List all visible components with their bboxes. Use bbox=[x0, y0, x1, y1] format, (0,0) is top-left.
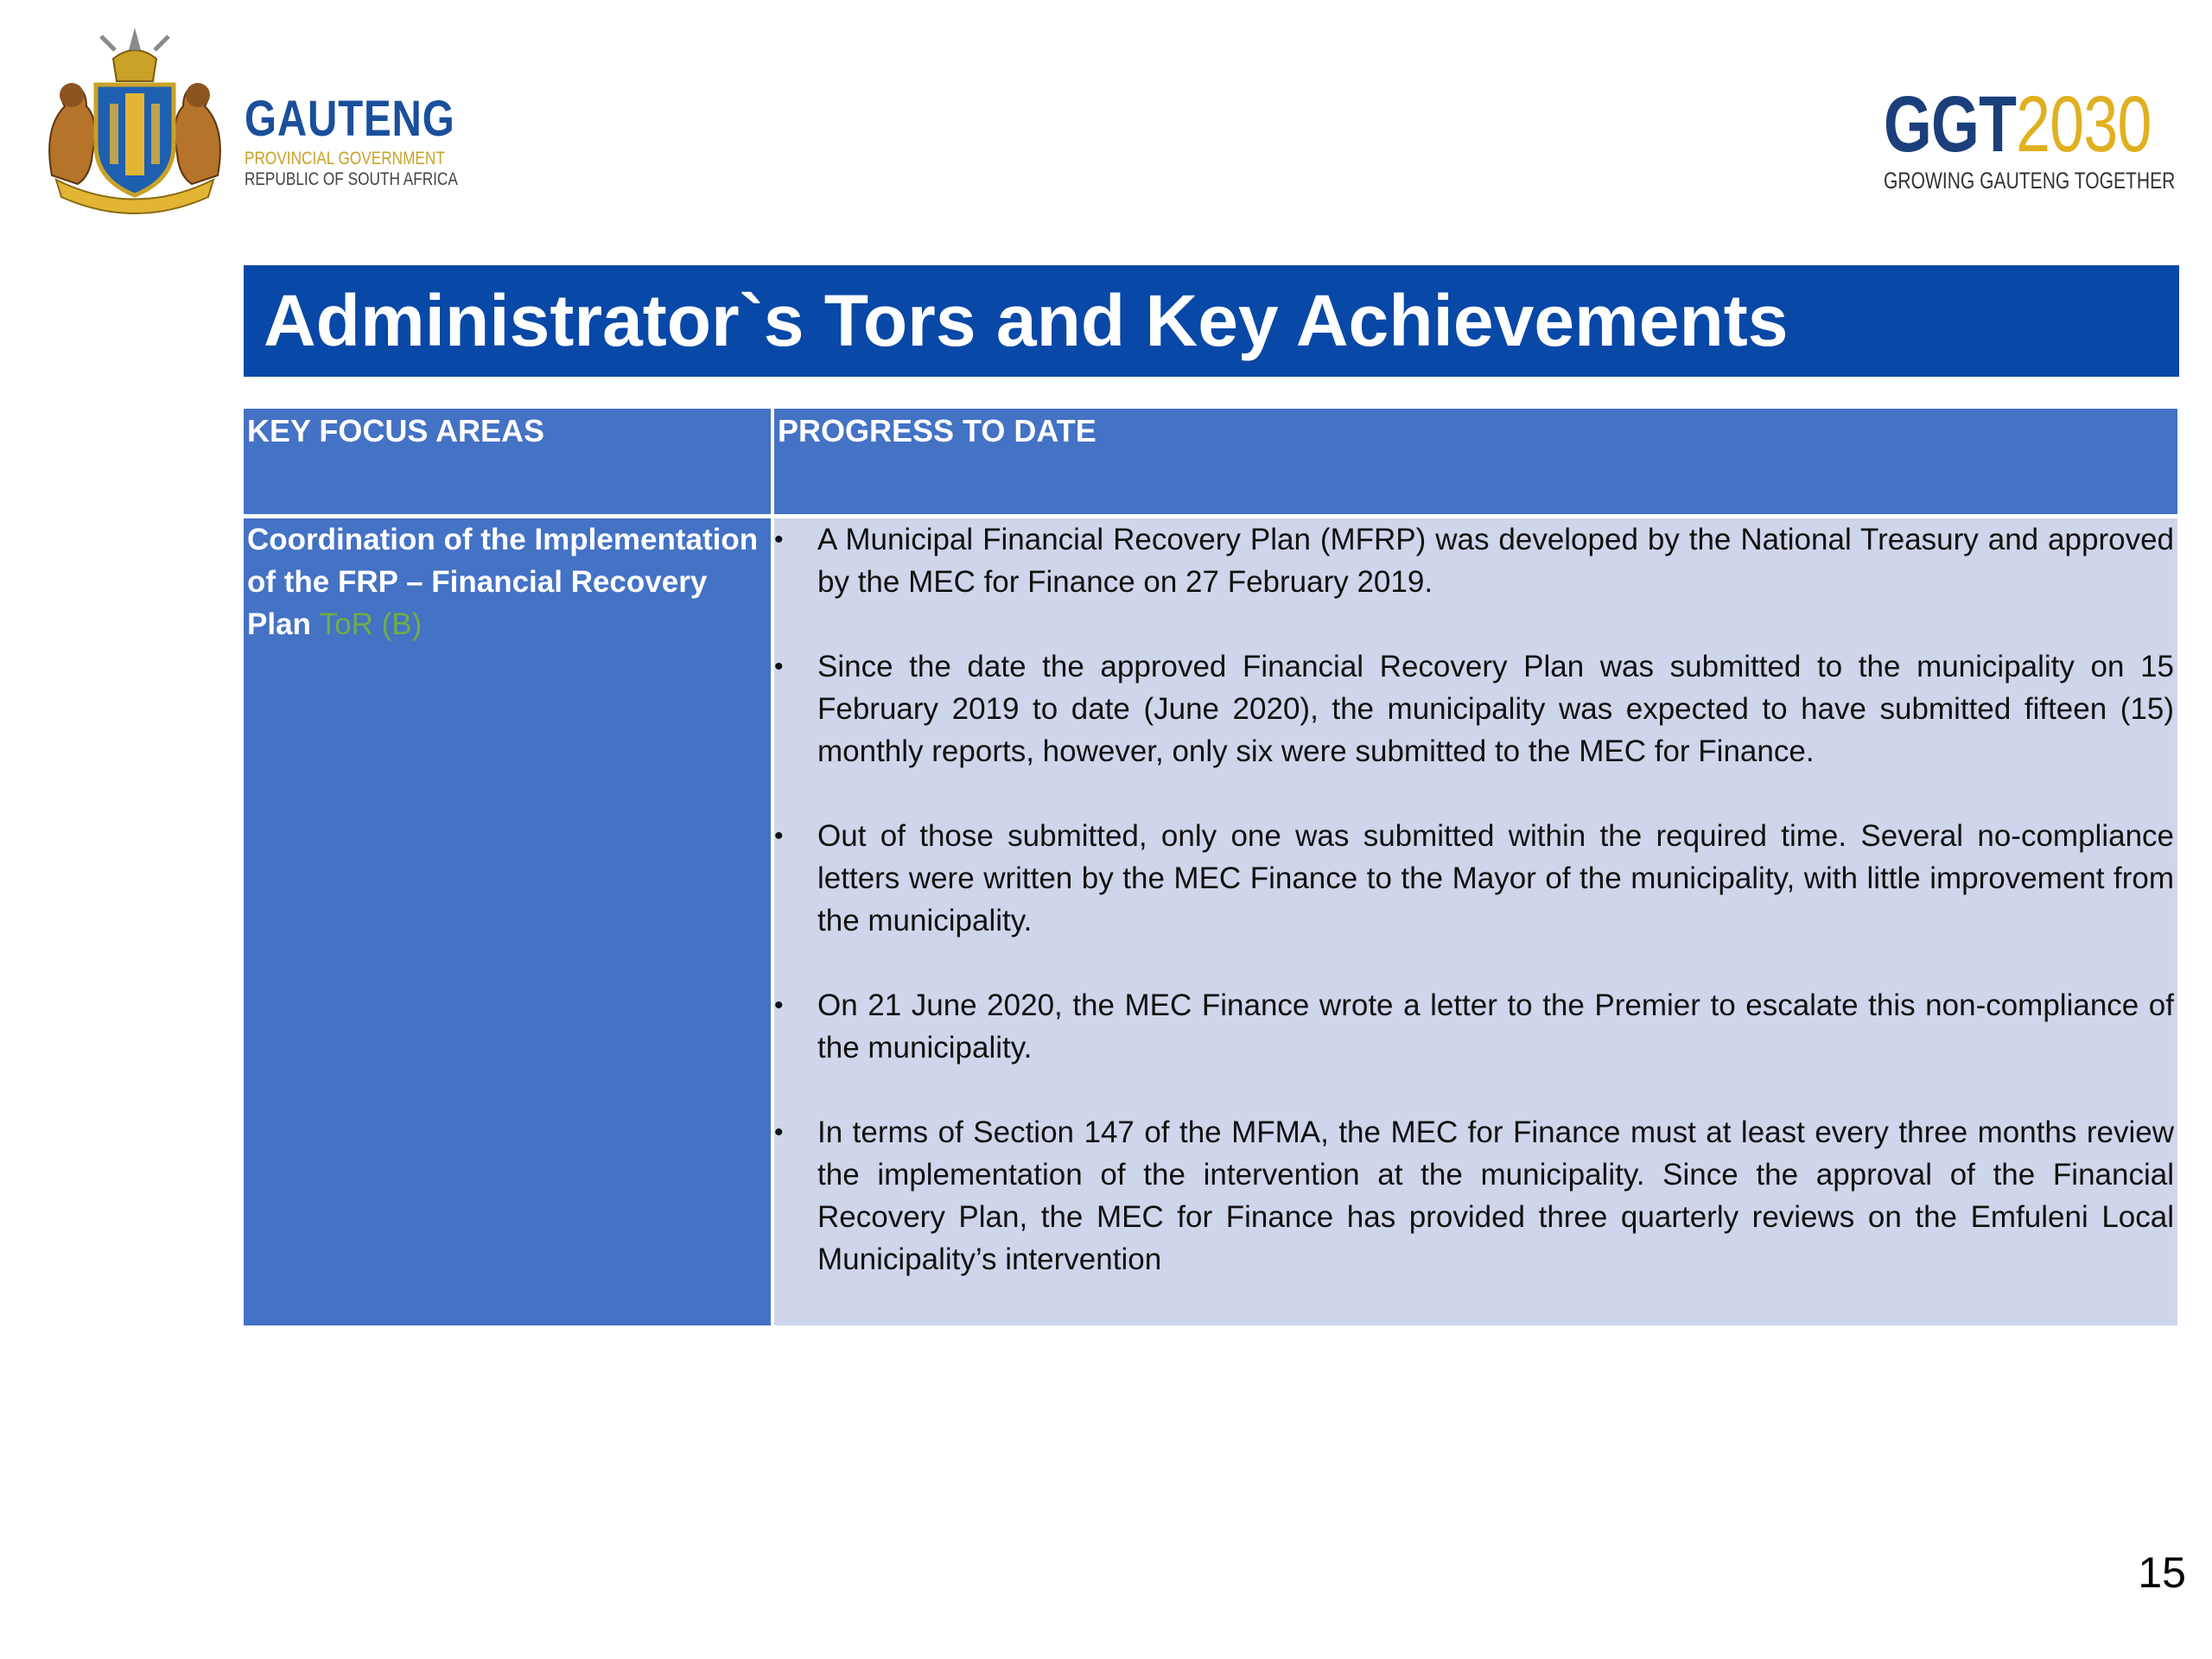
progress-item-text: In terms of Section 147 of the MFMA, the MEC for Finance must at least every three months review the implementation of the intervention at the municipality. Since the approval of the Financial Recovery Plan, the MEC for Finance has provided three quarterly reviews on the Emfuleni Local Municipality’s intervention bbox=[817, 1116, 2174, 1276]
bullet-icon: • bbox=[774, 1118, 784, 1147]
progress-item bbox=[774, 645, 2174, 772]
header-key-focus-areas: KEY FOCUS AREAS bbox=[247, 413, 545, 448]
table-header-progress bbox=[774, 409, 2177, 514]
ggt2030-logo bbox=[1884, 80, 2176, 194]
progress-item-text: Out of those submitted, only one was submitted within the required time. Several no-compliance letters were written by the MEC Finance to the Mayor of the municipality, with little improvement from the municipality. bbox=[817, 819, 2174, 938]
title-banner bbox=[244, 265, 2179, 377]
progress-item-text: Since the date the approved Financial Recovery Plan was submitted to the municipality on 15 February 2019 to date (June 2020), the municipality was expected to have submitted fifteen (15) monthly reports, however, only six were submitted to the MEC for Finance. bbox=[817, 650, 2174, 768]
table-header-key-focus-areas bbox=[244, 409, 771, 514]
gauteng-name: GAUTENG bbox=[245, 91, 455, 147]
progress-cell bbox=[774, 518, 2177, 1325]
progress-item bbox=[774, 984, 2174, 1069]
gauteng-republic-line: REPUBLIC OF SOUTH AFRICA bbox=[245, 169, 458, 189]
progress-item bbox=[774, 518, 2174, 603]
slide-title: Administrator`s Tors and Key Achievements bbox=[264, 280, 1789, 361]
focus-area-text bbox=[247, 518, 766, 645]
ggt-logo-part2: 2030 bbox=[2016, 80, 2152, 168]
focus-area-tor-tag: ToR (B) bbox=[319, 607, 423, 641]
bullet-icon: • bbox=[774, 991, 784, 1020]
progress-list bbox=[774, 518, 2174, 1323]
progress-item bbox=[774, 1111, 2174, 1281]
gauteng-logo-text bbox=[245, 93, 505, 190]
header-progress-to-date: PROGRESS TO DATE bbox=[778, 413, 1096, 448]
progress-item-text: On 21 June 2020, the MEC Finance wrote a letter to the Premier to escalate this non-compliance of the municipality. bbox=[817, 988, 2174, 1065]
progress-item-text: A Municipal Financial Recovery Plan (MFRP) was developed by the National Treasury and approved by the MEC for Finance on 27 February 2019. bbox=[817, 523, 2174, 599]
bullet-icon: • bbox=[774, 525, 784, 554]
gauteng-provincial-line: PROVINCIAL GOVERNMENT bbox=[245, 149, 445, 168]
focus-area-cell bbox=[244, 518, 771, 1325]
ggt-tagline: GROWING GAUTENG TOGETHER bbox=[1884, 168, 2176, 194]
page-number: 15 bbox=[2138, 1548, 2186, 1597]
gauteng-coat-of-arms bbox=[39, 24, 231, 216]
progress-item bbox=[774, 815, 2174, 942]
bullet-icon: • bbox=[774, 822, 784, 850]
bullet-icon: • bbox=[774, 652, 784, 681]
ggt-logo-part1: GGT bbox=[1884, 80, 2017, 168]
focus-area-label: Coordination of the Implementation of the FRP – Financial Recovery Plan bbox=[247, 523, 759, 641]
